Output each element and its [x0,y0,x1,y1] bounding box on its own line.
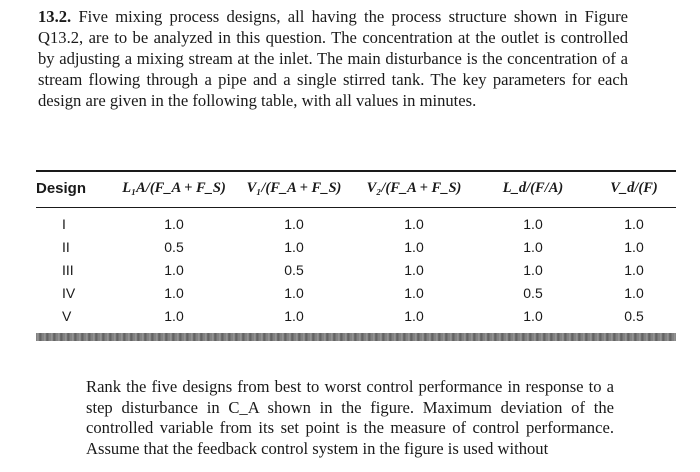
table-cell: 1.0 [404,284,424,301]
table-cell: 1.0 [523,261,543,278]
table-cell: II [62,238,70,255]
table-cell: 1.0 [284,215,304,232]
table-cell: 0.5 [284,261,304,278]
parameter-table [36,170,676,341]
table-cell: I [62,215,66,232]
table-cell: 1.0 [624,261,644,278]
table-row [36,258,676,281]
header-design: Design [36,180,87,197]
closing-paragraph: Rank the five designs from best to worst control performance in response to a step disturbance in C_A shown in the figure. Maximum deviation of the controlled variable from its set point is the measure of control performance. Assume that the feedback control system in the figure is used without [86,377,614,458]
table-cell: 1.0 [284,284,304,301]
header-col-3: V₂/(F_A + F_S) [366,180,462,196]
table-cell: 0.5 [523,284,543,301]
table-cell: 0.5 [624,307,644,324]
header-col-2: V₁/(F_A + F_S) [246,180,342,196]
table-cell: 0.5 [164,238,184,255]
table-cell: 1.0 [404,307,424,324]
table-cell: V [62,307,72,324]
table-row [36,235,676,258]
table-cell: 1.0 [284,238,304,255]
table-header-row [36,172,676,201]
table-cell: 1.0 [404,215,424,232]
table-cell: IV [62,284,76,301]
table-cell: 1.0 [164,261,184,278]
table-row [36,304,676,327]
table-cell: 1.0 [624,215,644,232]
table-row [36,208,676,235]
header-col-1: L₁A/(F_A + F_S) [122,180,226,196]
table-row [36,281,676,304]
table-cell: 1.0 [523,215,543,232]
problem-text: Five mixing process designs, all having the process structure shown in Figure Q13.2, are to be analyzed in this question. The concentration at the outlet is controlled by adjusting a mixing stream at the inlet. The main disturbance is the concentration of a stream flowing through a pipe and a single stirred tank. The key parameters for each design are given in the following table, with all values in minutes. [38,7,628,110]
table-cell: 1.0 [624,284,644,301]
table-cell: 1.0 [523,238,543,255]
table-bottom-rule [36,333,676,341]
table-cell: III [62,261,74,278]
table-cell: 1.0 [404,261,424,278]
table-cell: 1.0 [523,307,543,324]
header-col-5: V_d/(F) [610,180,658,196]
table-cell: 1.0 [164,284,184,301]
header-col-4: L_d/(F/A) [502,180,564,196]
problem-number: 13.2. [38,7,72,26]
table-cell: 1.0 [404,238,424,255]
table-cell: 1.0 [624,238,644,255]
table-cell: 1.0 [164,215,184,232]
table-cell: 1.0 [164,307,184,324]
problem-statement [38,6,628,111]
table-cell: 1.0 [284,307,304,324]
